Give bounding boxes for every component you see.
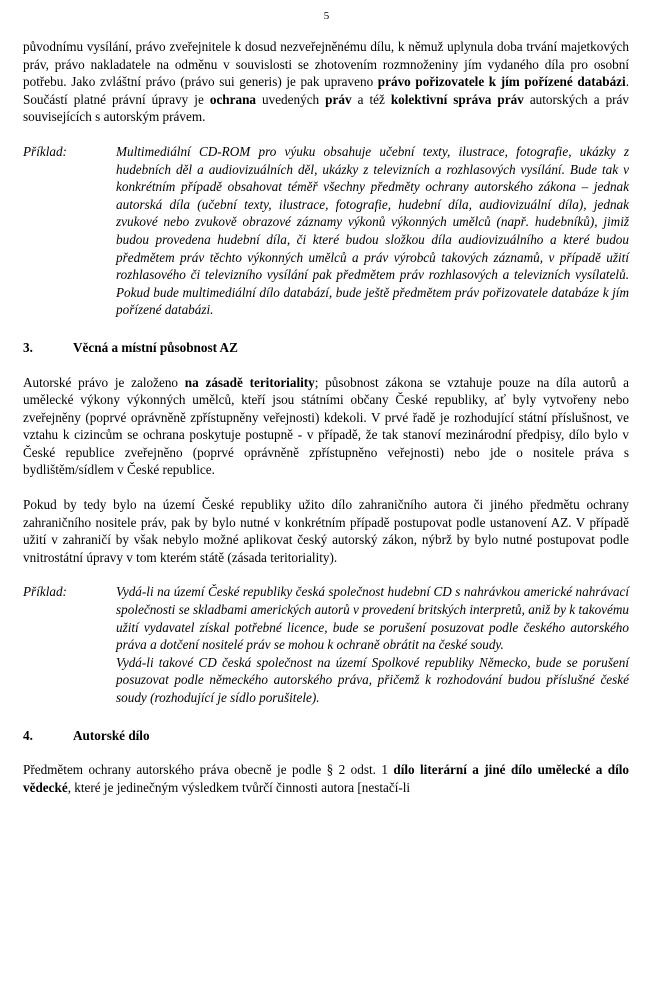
text-run: . Součástí platné právní úpravy je bbox=[23, 74, 629, 107]
text-run: uvedených bbox=[256, 91, 326, 107]
example-paragraph: Multimediální CD-ROM pro výuku obsahuje učební texty, ilustrace, fotografie, ukázky z hudebních děl a audiovizuálních děl, ukázky z televizních a rozhlasových vysílání. Bude tak v konkrétním případě obsahovat téměř všechny předměty ochrany autorského zákona – jednak autorská díla (učební texty, ilustrace, fotografie, hudební díla, audiovizuální díla), jednak zvukové nebo zvukově obrazové záznamy výkonů výkonných umělců (např. hudebníků), jimiž budou provedena hudební díla, či které budou složkou díla audiovizuálního a které budou předmětem práv těchto výkonných umělců a práv výrobců takových záznamů, v případě užití rozhlasového či televizního vysílání pak předmětem práv rozhlasových a televizních vysílatelů. Pokud bude multimediální dílo databází, bude ještě předmětem práv pořizovatele databáze k jím pořízené databázi. bbox=[116, 143, 629, 318]
example-text bbox=[116, 143, 629, 319]
section-3-paragraph-1 bbox=[23, 374, 629, 480]
page-number: 5 bbox=[323, 10, 330, 22]
example-block-1 bbox=[23, 143, 629, 319]
section-4-paragraph-1 bbox=[23, 761, 629, 796]
section-title: Věcná a místní působnost AZ bbox=[73, 339, 238, 355]
section-3-paragraph-2: Pokud by tedy bylo na území České republiky užito dílo zahraničního autora či jiného předmětu ochrany zahraničního nositele práv, pak by bylo nutné v konkrétním případě postupovat podle ustanovení AZ. V případě užití v zahraničí by však nebylo možné aplikovat český autorský zákon, nýbrž by bylo nutné postupovat podle vnitrostátní úpravy v tom kterém státě (zásada teritoriality). bbox=[23, 497, 629, 565]
section-3-heading bbox=[23, 339, 629, 357]
example-block-2 bbox=[23, 583, 629, 706]
document-body bbox=[23, 38, 629, 796]
bold-term: na zásadě teritoriality bbox=[184, 374, 315, 390]
section-number: 3. bbox=[23, 339, 33, 355]
text-run: , které je jedinečným výsledkem tvůrčí činnosti autora [nestačí-li bbox=[67, 779, 411, 795]
example-label: Příklad: bbox=[23, 143, 67, 159]
text-run: původnímu vysílání, právo zveřejnitele k dosud nezveřejněnému dílu, k němuž uplynula doba trvání majetkových práv, právo nakladatele na odměnu v souvislosti se zhotovením rozmnoženiny jím vydaného díla pro osobní potřebu. Jako zvláštní právo (právo sui generis) je pak upraveno bbox=[23, 39, 629, 90]
section-number: 4. bbox=[23, 727, 33, 743]
example-paragraph: Vydá-li takové CD česká společnost na území Spolkové republiky Německo, bude se porušení posuzovat podle německého autorského práva, přičemž k rozhodování budou příslušné české soudy (rozhodující je sídlo porušitele). bbox=[116, 654, 629, 705]
example-label: Příklad: bbox=[23, 584, 67, 600]
bold-term: kolektivní správa práv bbox=[390, 91, 524, 107]
text-run: autorských a práv souvisejících s autorským právem. bbox=[23, 91, 630, 125]
example-text bbox=[116, 583, 629, 706]
bold-term: ochrana bbox=[209, 91, 256, 107]
bold-term: dílo literární a jiné dílo umělecké a dílo vědecké bbox=[23, 762, 629, 795]
bold-term: práv bbox=[325, 91, 352, 107]
section-title: Autorské dílo bbox=[73, 727, 150, 743]
text-run: a též bbox=[351, 91, 391, 107]
section-4-heading bbox=[23, 727, 629, 745]
text-run: Předmětem ochrany autorského práva obecně je podle § 2 odst. 1 bbox=[23, 762, 394, 778]
bold-term: právo pořizovatele k jím pořízené databázi bbox=[377, 74, 626, 90]
text-run: ; působnost zákona se vztahuje pouze na díla autorů a umělecké výkony výkonných umělců, kteří jsou státními občany České republiky, ať byly vytvořeny nebo zveřejněny (poprvé oprávněně zpřístupněny veřejnosti) kdekoli. V prvé řadě je rozhodující státní příslušnost, ve vztahu k cizincům se ochrana poskytuje postupně - v případě, že tak stanoví mezinárodní předpisy, dílo bylo v České republice zveřejněno (poprvé oprávněně zpřístupněno veřejnosti) nebo jde o nositele práva s bydlištěm/sídlem v České republice. bbox=[23, 374, 629, 478]
example-paragraph: Vydá-li na území České republiky česká společnost hudební CD s nahrávkou americké nahrávací společnosti se skladbami amerických autorů v provedení britských interpretů, aniž by k takovému užití vydavatel získal potřebné licence, bude se porušení posuzovat podle českého autorského práva a dotčení nositelé práv se mohou k ochraně obrátit na české soudy. bbox=[116, 584, 629, 653]
intro-paragraph bbox=[23, 38, 629, 126]
text-run: Autorské právo je založeno bbox=[23, 374, 185, 390]
